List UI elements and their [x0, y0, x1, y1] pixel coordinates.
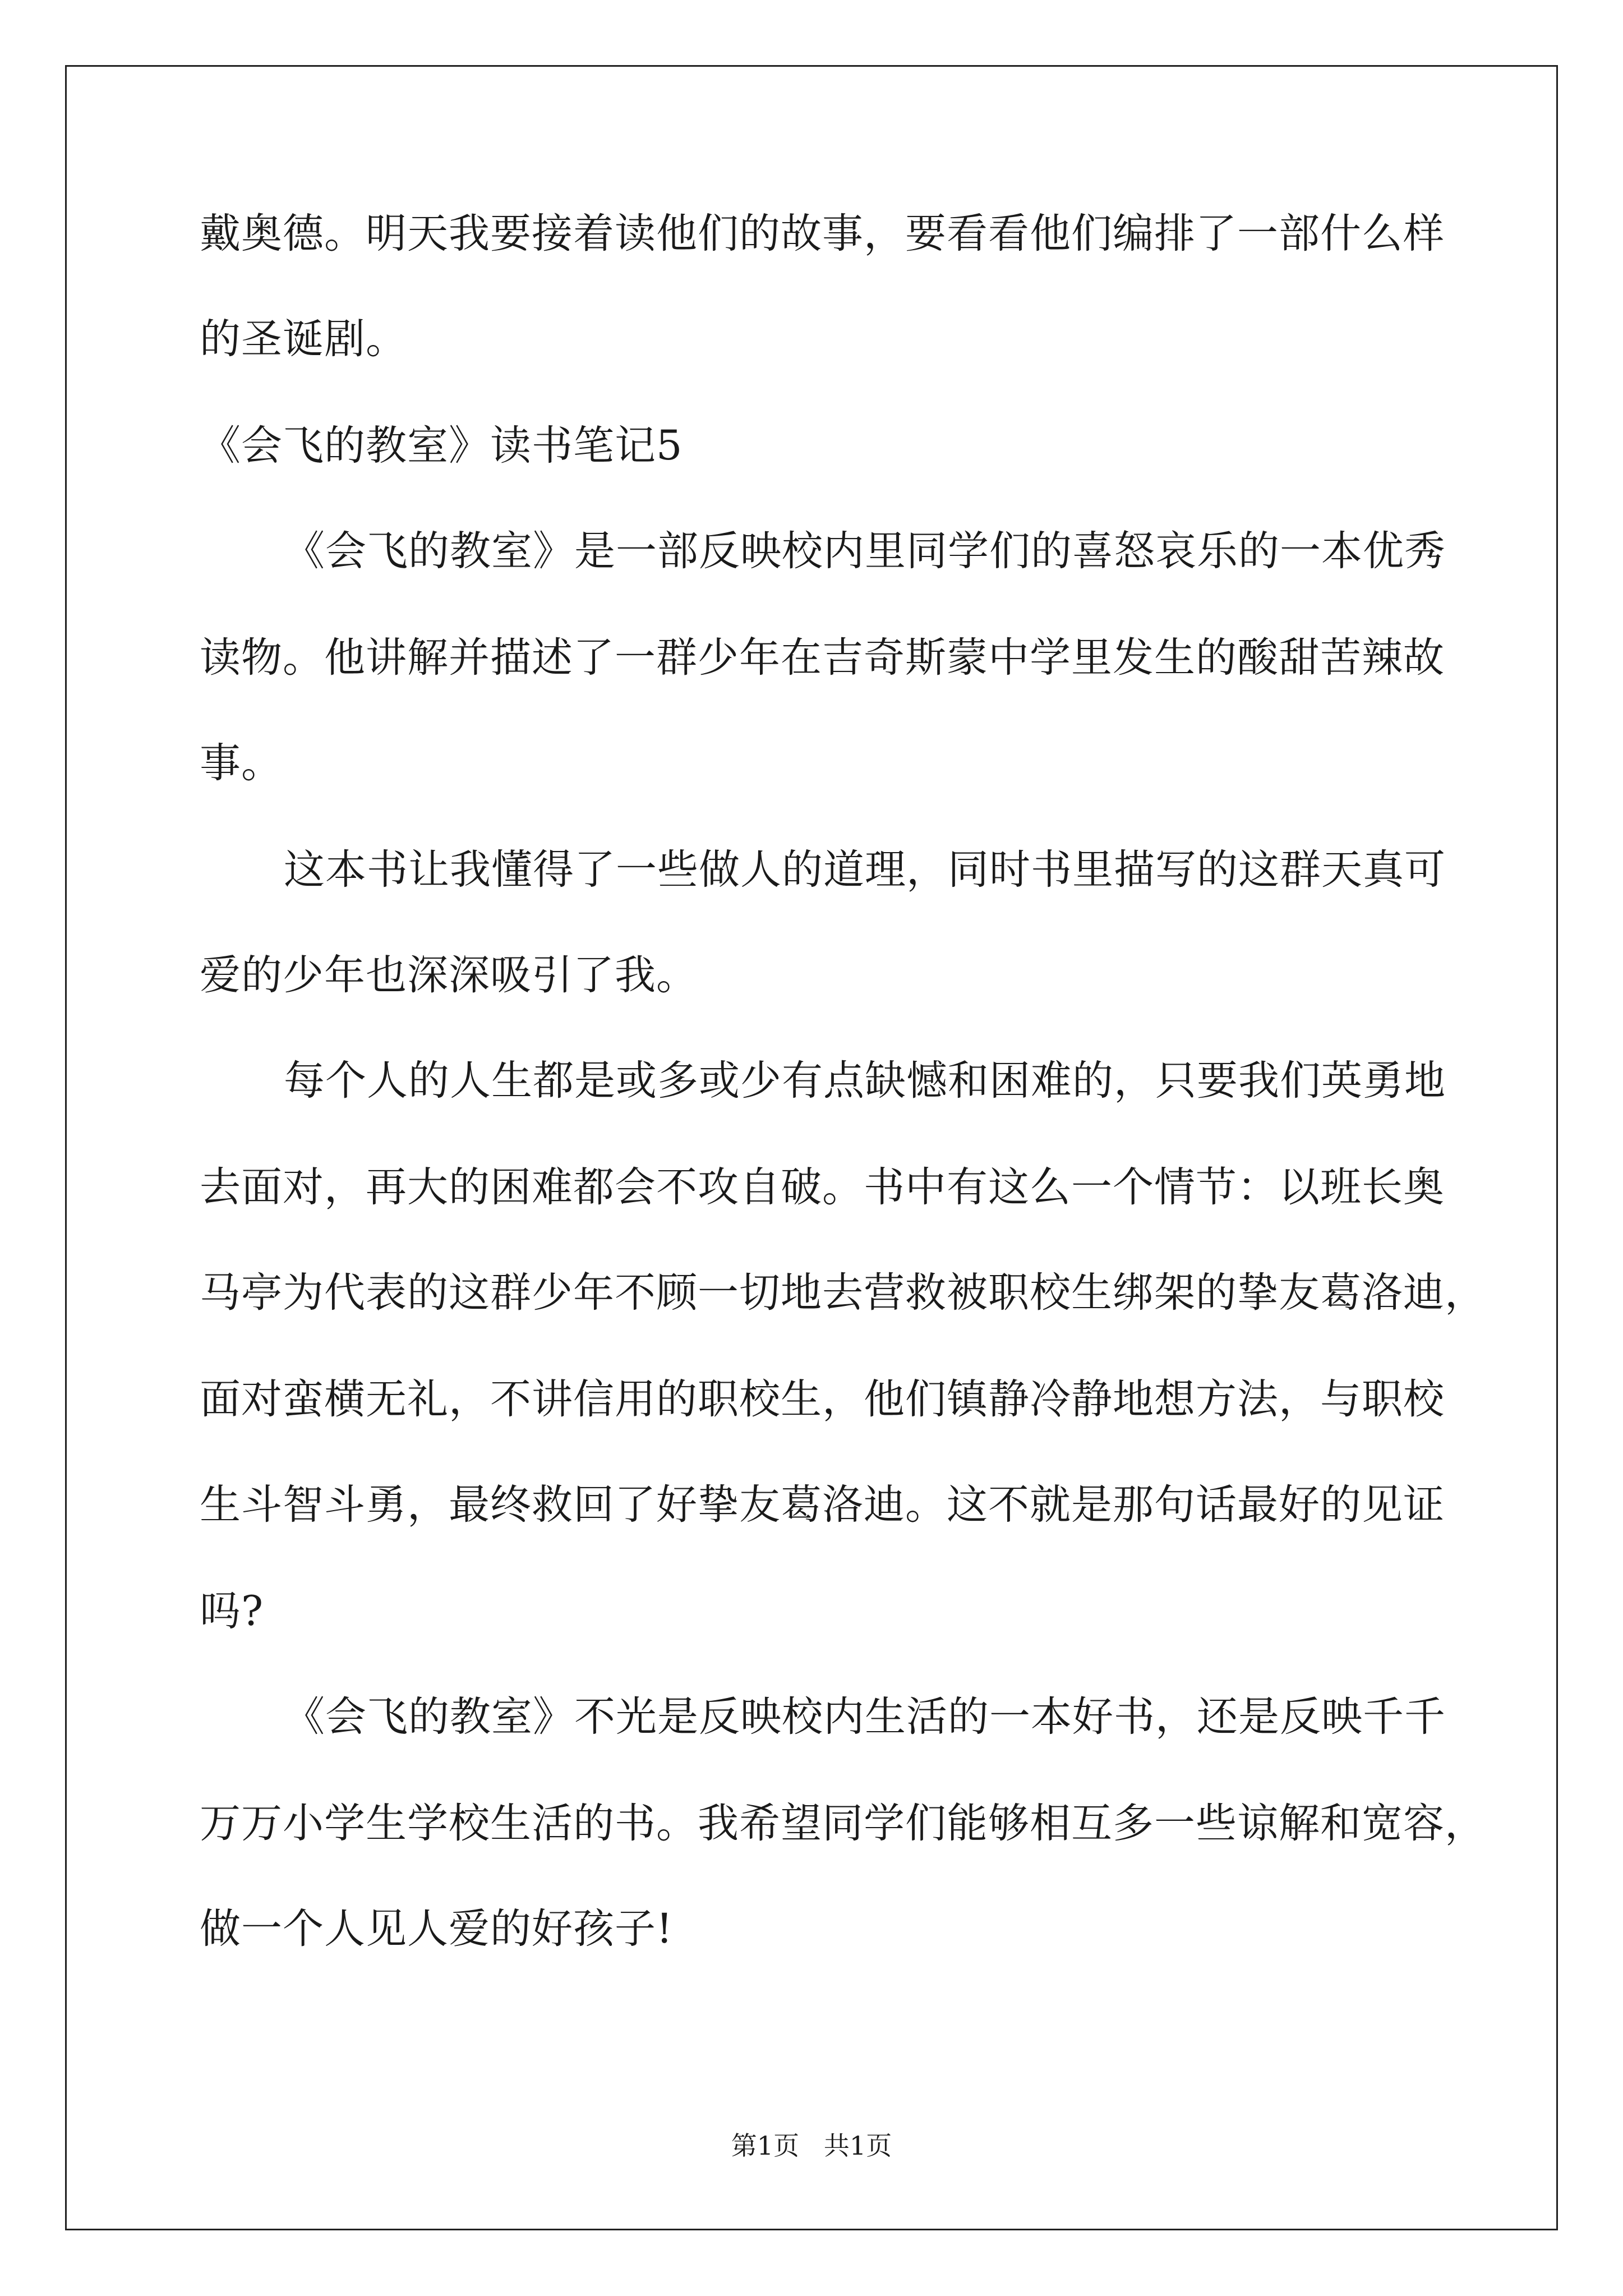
text-line: 戴奥德。明天我要接着读他们的故事，要看看他们编排了一部什么样 [200, 210, 1445, 257]
paragraph-line: 面对蛮横无礼，不讲信用的职校生，他们镇静冷静地想方法，与职校 [200, 1375, 1445, 1423]
paragraph-line: 爱的少年也深深吸引了我。 [200, 951, 698, 999]
section-heading: 《会飞的教室》读书笔记5 [200, 422, 683, 470]
paragraph-line: 做一个人见人爱的好孩子! [200, 1905, 674, 1953]
paragraph-line: 吗? [200, 1588, 264, 1635]
paragraph-line: 读物。他讲解并描述了一群少年在吉奇斯蒙中学里发生的酸甜苦辣故 [200, 634, 1445, 682]
paragraph-line: 每个人的人生都是或多或少有点缺憾和困难的，只要我们英勇地 [284, 1057, 1446, 1105]
paragraph-line: 事。 [200, 739, 283, 787]
paragraph-line: 这本书让我懂得了一些做人的道理，同时书里描写的这群天真可 [284, 846, 1446, 894]
paragraph-line: 去面对，再大的困难都会不攻自破。书中有这么一个情节：以班长奥 [200, 1163, 1445, 1211]
text-line: 的圣诞剧。 [200, 315, 407, 363]
paragraph-line: 《会飞的教室》是一部反映校内里同学们的喜怒哀乐的一本优秀 [284, 527, 1446, 575]
paragraph-line: 生斗智斗勇，最终救回了好挚友葛洛迪。这不就是那句话最好的见证 [200, 1481, 1445, 1529]
page-number-footer: 第1页 共1页 [731, 2131, 892, 2161]
paragraph-line: 万万小学生学校生活的书。我希望同学们能够相互多一些谅解和宽容， [200, 1800, 1486, 1847]
paragraph-line: 马亭为代表的这群少年不顾一切地去营救被职校生绑架的挚友葛洛迪， [200, 1269, 1486, 1317]
paragraph-line: 《会飞的教室》不光是反映校内生活的一本好书，还是反映千千 [284, 1693, 1446, 1741]
